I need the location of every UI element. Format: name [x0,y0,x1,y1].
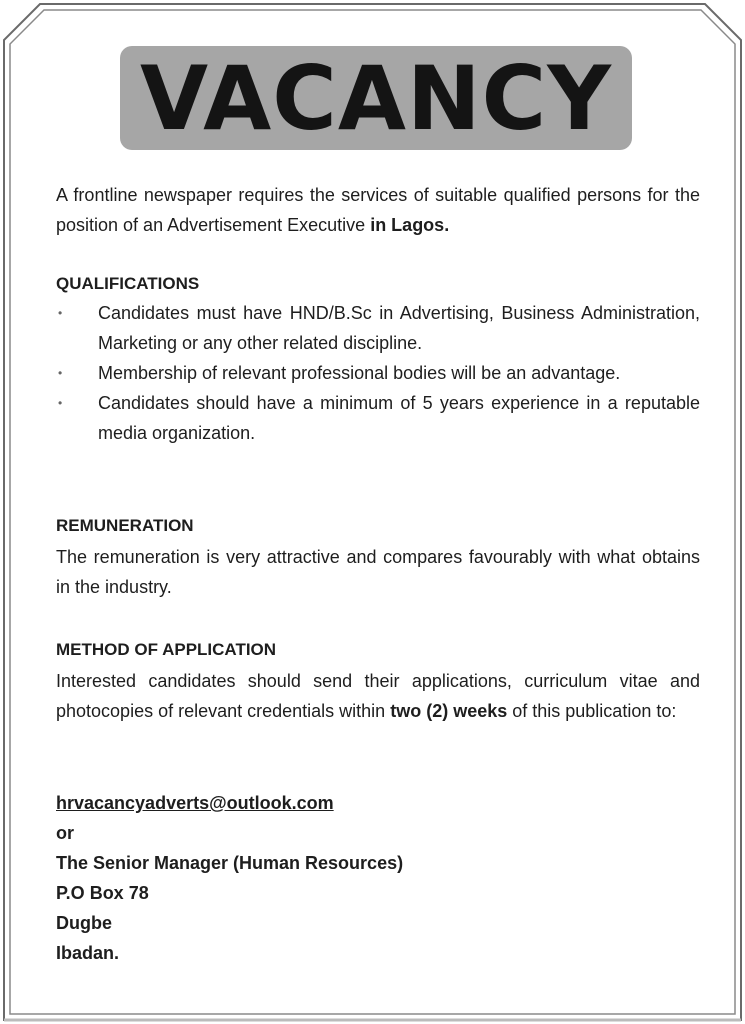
method-text-end: of this publication to: [507,701,677,721]
method-paragraph [56,666,700,726]
or-text: or [56,823,74,843]
method-deadline: two (2) weeks [390,701,508,721]
address-line: Ibadan. [56,943,120,963]
qualification-text: Candidates should have a minimum of 5 years experience in a reputable media organization. [98,393,700,443]
method-heading: METHOD OF APPLICATION [56,640,277,659]
qualifications-list [56,298,700,448]
address-line: Dugbe [56,913,112,933]
intro-paragraph [56,180,700,240]
method-text: Interested candidates should send their applications, curriculum vitae and photocopies of relevant credentials within [56,671,700,721]
bullet-icon: • [58,396,63,410]
list-item [56,298,700,358]
bullet-icon: • [58,366,63,380]
qualification-text: Membership of relevant professional bodies will be an advantage. [98,363,621,383]
vacancy-banner [120,46,632,150]
address-line: P.O Box 78 [56,883,149,903]
list-item [56,388,700,448]
remuneration-heading: REMUNERATION [56,516,194,535]
contact-block [56,788,556,968]
qualifications-heading: QUALIFICATIONS [56,274,200,293]
bullet-icon: • [58,306,63,320]
address-line: The Senior Manager (Human Resources) [56,853,404,873]
intro-location: in Lagos. [370,215,450,235]
vacancy-title: VACANCY [140,46,612,150]
qualification-text: Candidates must have HND/B.Sc in Advertising, Business Administration, Marketing or any other related discipline. [98,303,700,353]
email-link[interactable]: hrvacancyadverts@outlook.com [56,793,334,813]
remuneration-text: The remuneration is very attractive and compares favourably with what obtains in the industry. [56,547,700,597]
intro-text: A frontline newspaper requires the services of suitable qualified persons for the position of an Advertisement Executive [56,185,700,235]
list-item [56,358,700,388]
